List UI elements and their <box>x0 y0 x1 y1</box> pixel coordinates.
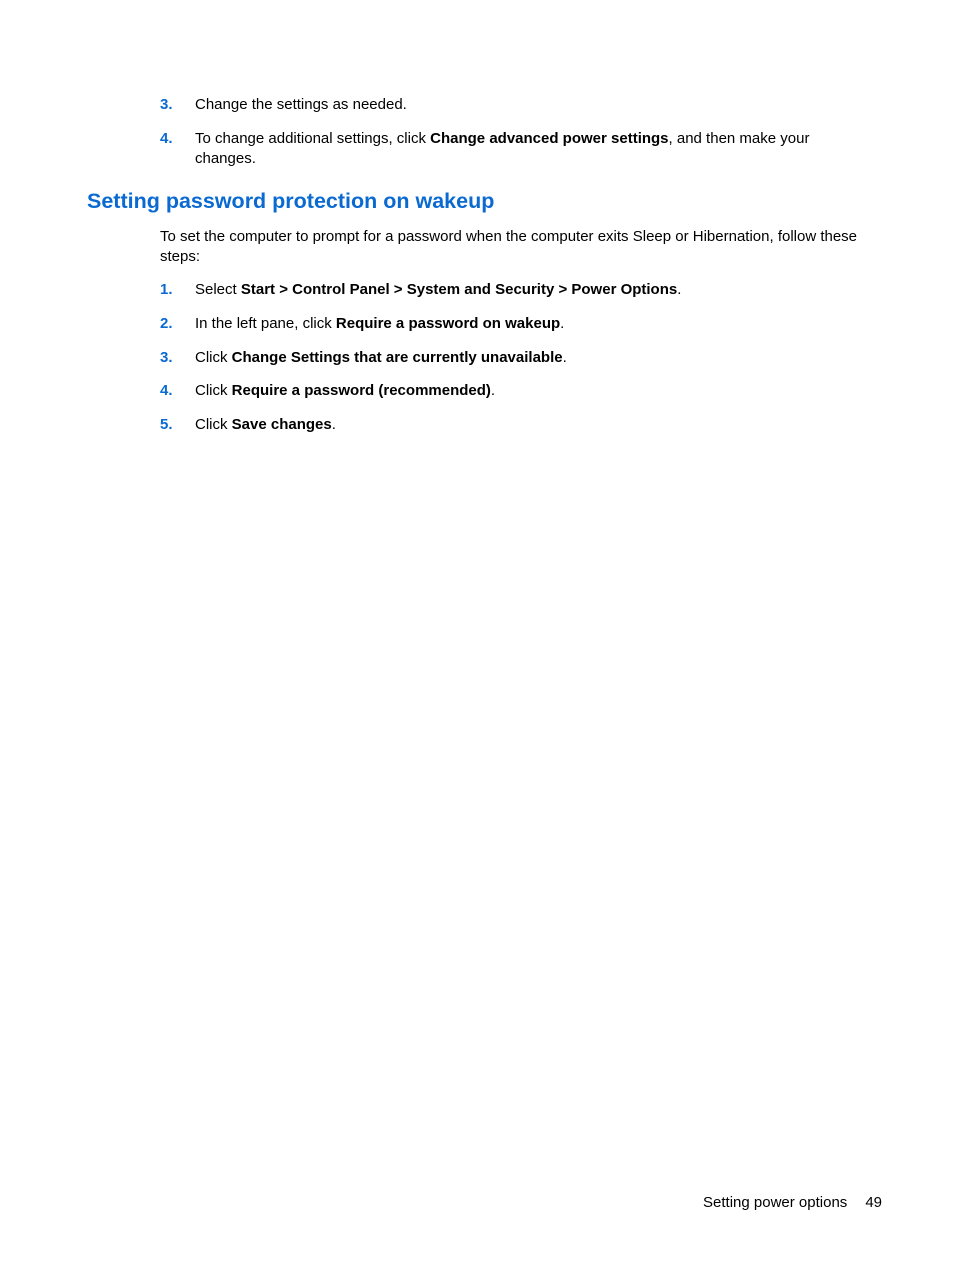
page-number: 49 <box>865 1194 882 1211</box>
step-text <box>195 381 870 401</box>
footer-section-title: Setting power options <box>703 1194 848 1211</box>
text-run: . <box>560 315 565 332</box>
text-run: Click <box>195 349 232 366</box>
step-number: 1. <box>160 281 173 298</box>
step-text <box>195 415 870 435</box>
list-item <box>160 381 870 415</box>
list-item <box>160 129 870 169</box>
emphasized-text: Change Settings that are currently unavailable <box>231 349 563 366</box>
text-run: . <box>562 349 567 366</box>
text-run: . <box>677 281 682 298</box>
continued-steps-list <box>160 95 870 169</box>
emphasized-text: Save changes <box>231 416 332 433</box>
step-number: 4. <box>160 382 173 399</box>
section-heading: Setting password protection on wakeup <box>87 189 495 213</box>
step-text <box>195 280 870 300</box>
text-run: Click <box>195 416 232 433</box>
text-run: , and then make your changes. <box>195 130 810 167</box>
step-text <box>195 95 870 115</box>
list-item <box>160 348 870 381</box>
step-number: 2. <box>160 315 173 332</box>
text-run: . <box>331 416 336 433</box>
list-item <box>160 95 870 129</box>
list-item <box>160 314 870 348</box>
list-item <box>160 415 870 435</box>
step-number: 3. <box>160 96 173 113</box>
step-number: 4. <box>160 130 173 147</box>
text-run: To change additional settings, click <box>195 130 431 147</box>
steps-list <box>160 280 870 435</box>
step-number: 3. <box>160 349 173 366</box>
text-run: Select <box>195 281 241 298</box>
text-run: . <box>490 382 496 399</box>
text-run: Click <box>195 382 232 399</box>
text-run: Change the settings as needed. <box>195 96 407 113</box>
section-intro: To set the computer to prompt for a password when the computer exits Sleep or Hibernation, follow these steps: <box>160 228 858 265</box>
step-text <box>195 348 870 368</box>
emphasized-text: Change advanced power settings <box>430 130 669 147</box>
step-number: 5. <box>160 416 173 433</box>
emphasized-text: Require a password (recommended) <box>231 382 491 399</box>
emphasized-text: Start > Control Panel > System and Security > Power Options <box>240 281 678 298</box>
page-footer <box>703 1193 882 1213</box>
step-text <box>195 129 870 169</box>
list-item <box>160 280 870 314</box>
emphasized-text: Require a password on wakeup <box>335 315 561 332</box>
step-text <box>195 314 870 334</box>
text-run: In the left pane, click <box>195 315 336 332</box>
